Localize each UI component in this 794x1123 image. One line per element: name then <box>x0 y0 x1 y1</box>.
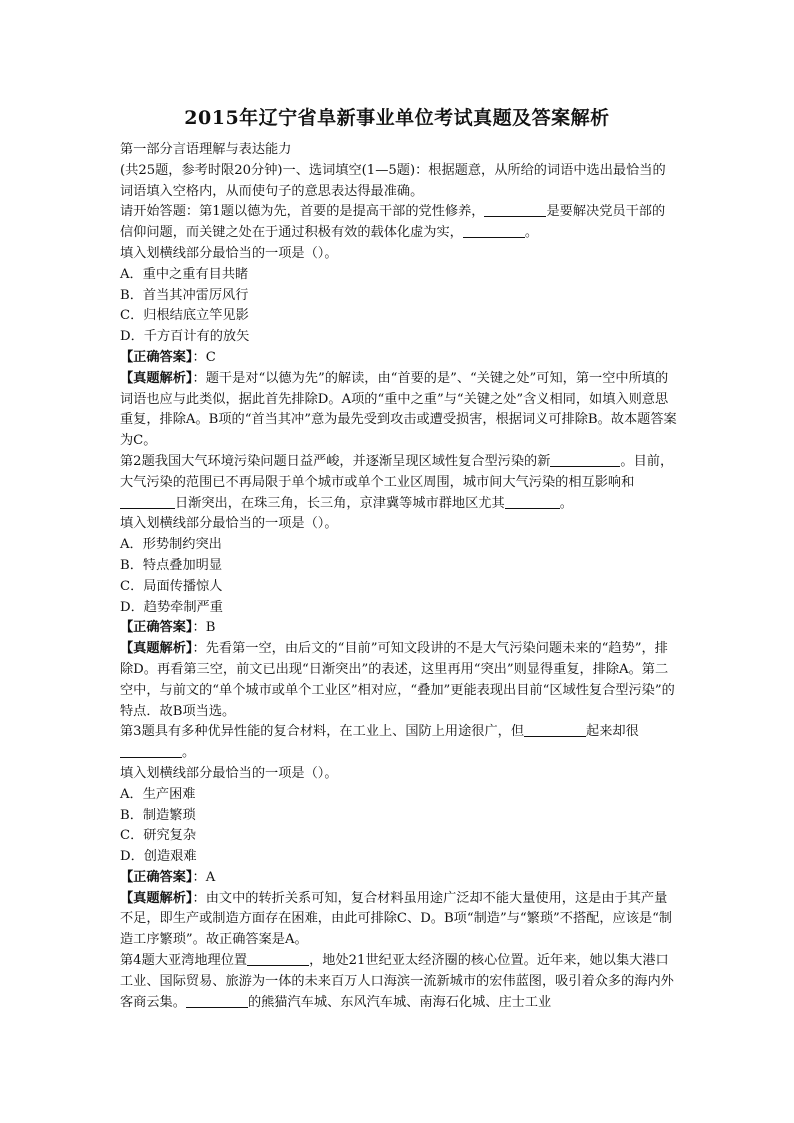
q1-analysis: 【真题解析】：题干是对“以德为先”的解读，由“首要的是”、“关键之处”可知，第一空中所填的词语也应与此类似，据此首先排除D。A项的“重中之重”与“关键之处”含义相同，如填入则意思重复，排除A。B项的“首当其冲”意为最先受到攻击或遭受损害，根据词义可排除B。故本题答案为C。 <box>120 370 677 449</box>
question-1-prompt: 填入划横线部分最恰当的一项是（）。 <box>120 245 338 261</box>
question-3-prompt: 填入划横线部分最恰当的一项是（）。 <box>120 765 338 781</box>
question-2-prompt: 填入划横线部分最恰当的一项是（）。 <box>120 516 338 532</box>
q3-option-c: C．研究复杂 <box>120 828 197 844</box>
question-4-stem: 第4题大亚湾地理位置 ，地处21世纪亚太经济圈的核心位置。近年来，她以集大港口工业、国际贸易、旅游为一体的未来百万人口海滨一流新城市的宏伟蓝图，吸引着众多的海内外客商云集。 的熊猫汽车城、东风汽车城、南海石化城、庄士工业 <box>120 953 674 1010</box>
document-body <box>120 140 678 1013</box>
q2-option-d: D．趋势牵制严重 <box>120 599 223 615</box>
question-2-stem: 第2题我国大气环境污染问题日益严峻，并逐渐呈现区域性复合型污染的新 。目前，大气污染的范围已不再局限于单个城市或单个工业区周围，城市间大气污染的相互影响和日渐突出，在珠三角，长三角，京津冀等城市群地区尤其 。 <box>120 453 674 511</box>
q3-analysis: 【真题解析】：由文中的转折关系可知，复合材料虽用途广泛却不能大量使用，这是由于其产量不足，即生产或制造方面存在困难，由此可排除C、D。B项“制造”与“繁琐”不搭配，应该是“制造工序繁琐”。故正确答案是A。 <box>120 890 672 948</box>
q3-option-b: B．制造繁琐 <box>120 807 196 823</box>
q1-option-d: D．千方百计有的放矢 <box>120 329 250 345</box>
answer-blank <box>524 723 586 737</box>
q3-option-a: A．生产困难 <box>120 786 196 802</box>
answer-blank <box>247 952 309 966</box>
q1-option-b: B．首当其冲雷厉风行 <box>120 287 249 303</box>
q3-answer: 【正确答案】：A <box>120 869 216 885</box>
q2-answer: 【正确答案】：B <box>120 620 216 636</box>
instructions: (共25题，参考时限20分钟)一、选词填空(1—5题)：根据题意，从所给的词语中选出最恰当的词语填入空格内，从而使句子的意思表达得最准确。 <box>120 162 666 199</box>
document-title: 2015年辽宁省阜新事业单位考试真题及答案解析 <box>184 107 610 129</box>
question-3-stem: 第3题具有多种优异性能的复合材料，在工业上、国防上用途很广，但 起来却很。 <box>120 724 639 761</box>
q3-option-d: D．创造艰难 <box>120 849 197 865</box>
q1-option-c: C．归根结底立竿见影 <box>120 308 249 324</box>
section-heading: 第一部分言语理解与表达能力 <box>120 142 292 157</box>
q1-option-a: A．重中之重有目共睹 <box>120 266 249 282</box>
answer-blank <box>186 994 248 1008</box>
answer-blank <box>463 224 525 238</box>
answer-blank <box>484 203 546 217</box>
q2-option-b: B．特点叠加明显 <box>120 557 223 573</box>
question-1-stem: 请开始答题：第1题以德为先，首要的是提高干部的党性修养， 是要解决党员干部的信仰问题，而关键之处在于通过积极有效的载体化虚为实， 。 <box>120 204 666 241</box>
answer-blank <box>120 744 182 758</box>
q2-option-a: A．形势制约突出 <box>120 537 222 553</box>
answer-blank <box>120 495 175 509</box>
q2-analysis: 【真题解析】：先看第一空，由后文的“目前”可知文段讲的不是大气污染问题未来的“趋势”，排除D。再看第三空，前文已出现“日渐突出”的表述，这里再用“突出”则显得重复，排除A。第二空中，与前文的“单个城市或单个工业区”相对应，“叠加”更能表现出目前“区域性复合型污染”的特点．故B项当选。 <box>120 641 675 719</box>
answer-blank <box>550 453 620 467</box>
q1-answer: 【正确答案】：C <box>120 349 216 365</box>
answer-blank <box>505 495 560 509</box>
q2-option-c: C．局面传播惊人 <box>120 578 223 594</box>
